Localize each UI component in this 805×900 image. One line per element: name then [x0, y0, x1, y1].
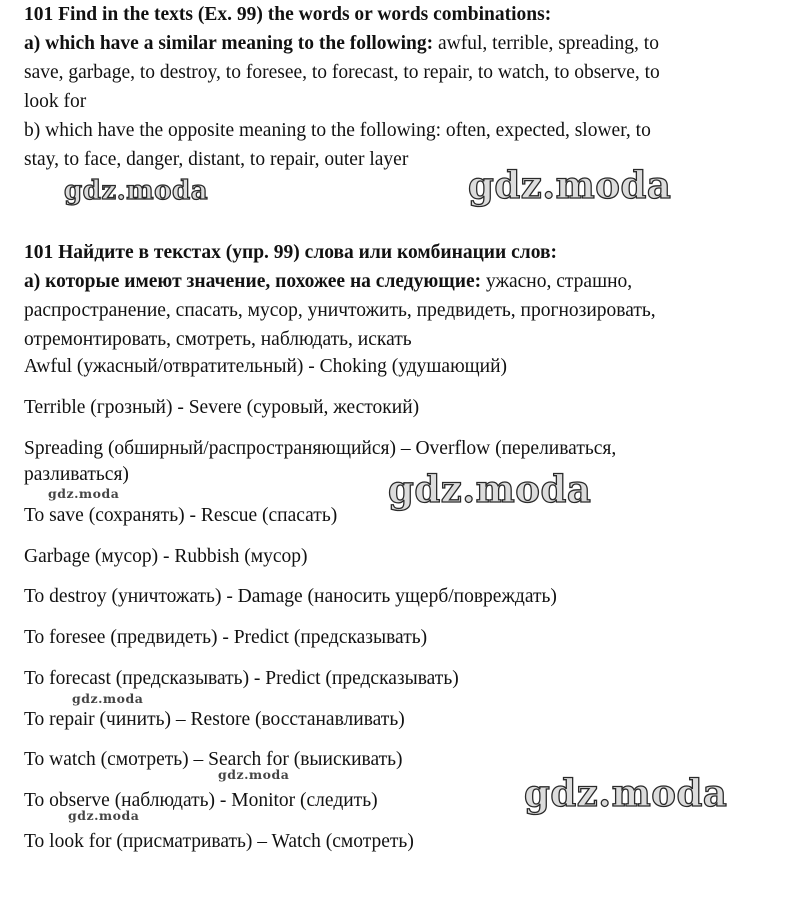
exercise-en-a-line-3: look for [24, 91, 87, 112]
watermark-logo: gdz.moda [388, 467, 592, 511]
answer-line: To repair (чинить) – Restore (восстанавливать) [24, 709, 405, 730]
exercise-en-block [24, 0, 660, 174]
watermark-logo: gdz.moda [524, 771, 728, 815]
answer-line: Spreading (обширный/распространяющийся) – Overflow (переливаться, [24, 438, 617, 459]
exercise-ru-a-text-1: ужасно, страшно, [481, 271, 633, 292]
answer-line: разливаться) [24, 464, 129, 485]
exercise-en-a-line-2: save, garbage, to destroy, to foresee, to forecast, to repair, to watch, to observe, to [24, 62, 660, 83]
answer-line: To observe (наблюдать) - Monitor (следить) [24, 790, 378, 811]
exercise-ru-a-line-2: распространение, спасать, мусор, уничтожить, предвидеть, прогнозировать, [24, 300, 656, 321]
exercise-ru-a-line-3: отремонтировать, смотреть, наблюдать, искать [24, 329, 412, 350]
watermark-logo: gdz.moda [68, 808, 140, 823]
answer-line: To watch (смотреть) – Search for (выискивать) [24, 749, 403, 770]
exercise-en-b-line-2: stay, to face, danger, distant, to repair, outer layer [24, 149, 409, 170]
answer-line: To forecast (предсказывать) - Predict (предсказывать) [24, 668, 459, 689]
exercise-ru-block [24, 238, 656, 354]
watermark-logo: gdz.moda [72, 691, 144, 706]
watermark-logo: gdz.moda [64, 176, 209, 206]
answer-line: Awful (ужасный/отвратительный) - Choking (удушающий) [24, 356, 508, 377]
answer-line: To destroy (уничтожать) - Damage (наносить ущерб/повреждать) [24, 586, 557, 607]
exercise-en-a-text-1: awful, terrible, spreading, to [433, 33, 659, 54]
exercise-en-a-line-1 [24, 29, 660, 58]
answer-line: To foresee (предвидеть) - Predict (предсказывать) [24, 627, 428, 648]
exercise-ru-heading: 101 Найдите в текстах (упр. 99) слова или комбинации слов: [24, 242, 558, 263]
answer-line: Terrible (грозный) - Severe (суровый, жестокий) [24, 397, 420, 418]
watermark-logo: gdz.moda [218, 767, 290, 782]
exercise-ru-a-label: а) которые имеют значение, похожее на следующие: [24, 271, 482, 292]
watermark-logo: gdz.moda [48, 486, 120, 501]
exercise-en-heading: 101 Find in the texts (Ex. 99) the words or words combinations: [24, 4, 552, 25]
exercise-ru-a-line-1 [24, 267, 656, 296]
exercise-en-a-label: a) which have a similar meaning to the following: [24, 33, 434, 54]
answer-line: To look for (присматривать) – Watch (смотреть) [24, 831, 414, 852]
exercise-en-b-line-1: b) which have the opposite meaning to the following: often, expected, slower, to [24, 120, 651, 141]
answer-line: Garbage (мусор) - Rubbish (мусор) [24, 546, 308, 567]
watermark-logo: gdz.moda [468, 163, 672, 207]
answer-line: To save (сохранять) - Rescue (спасать) [24, 505, 338, 526]
